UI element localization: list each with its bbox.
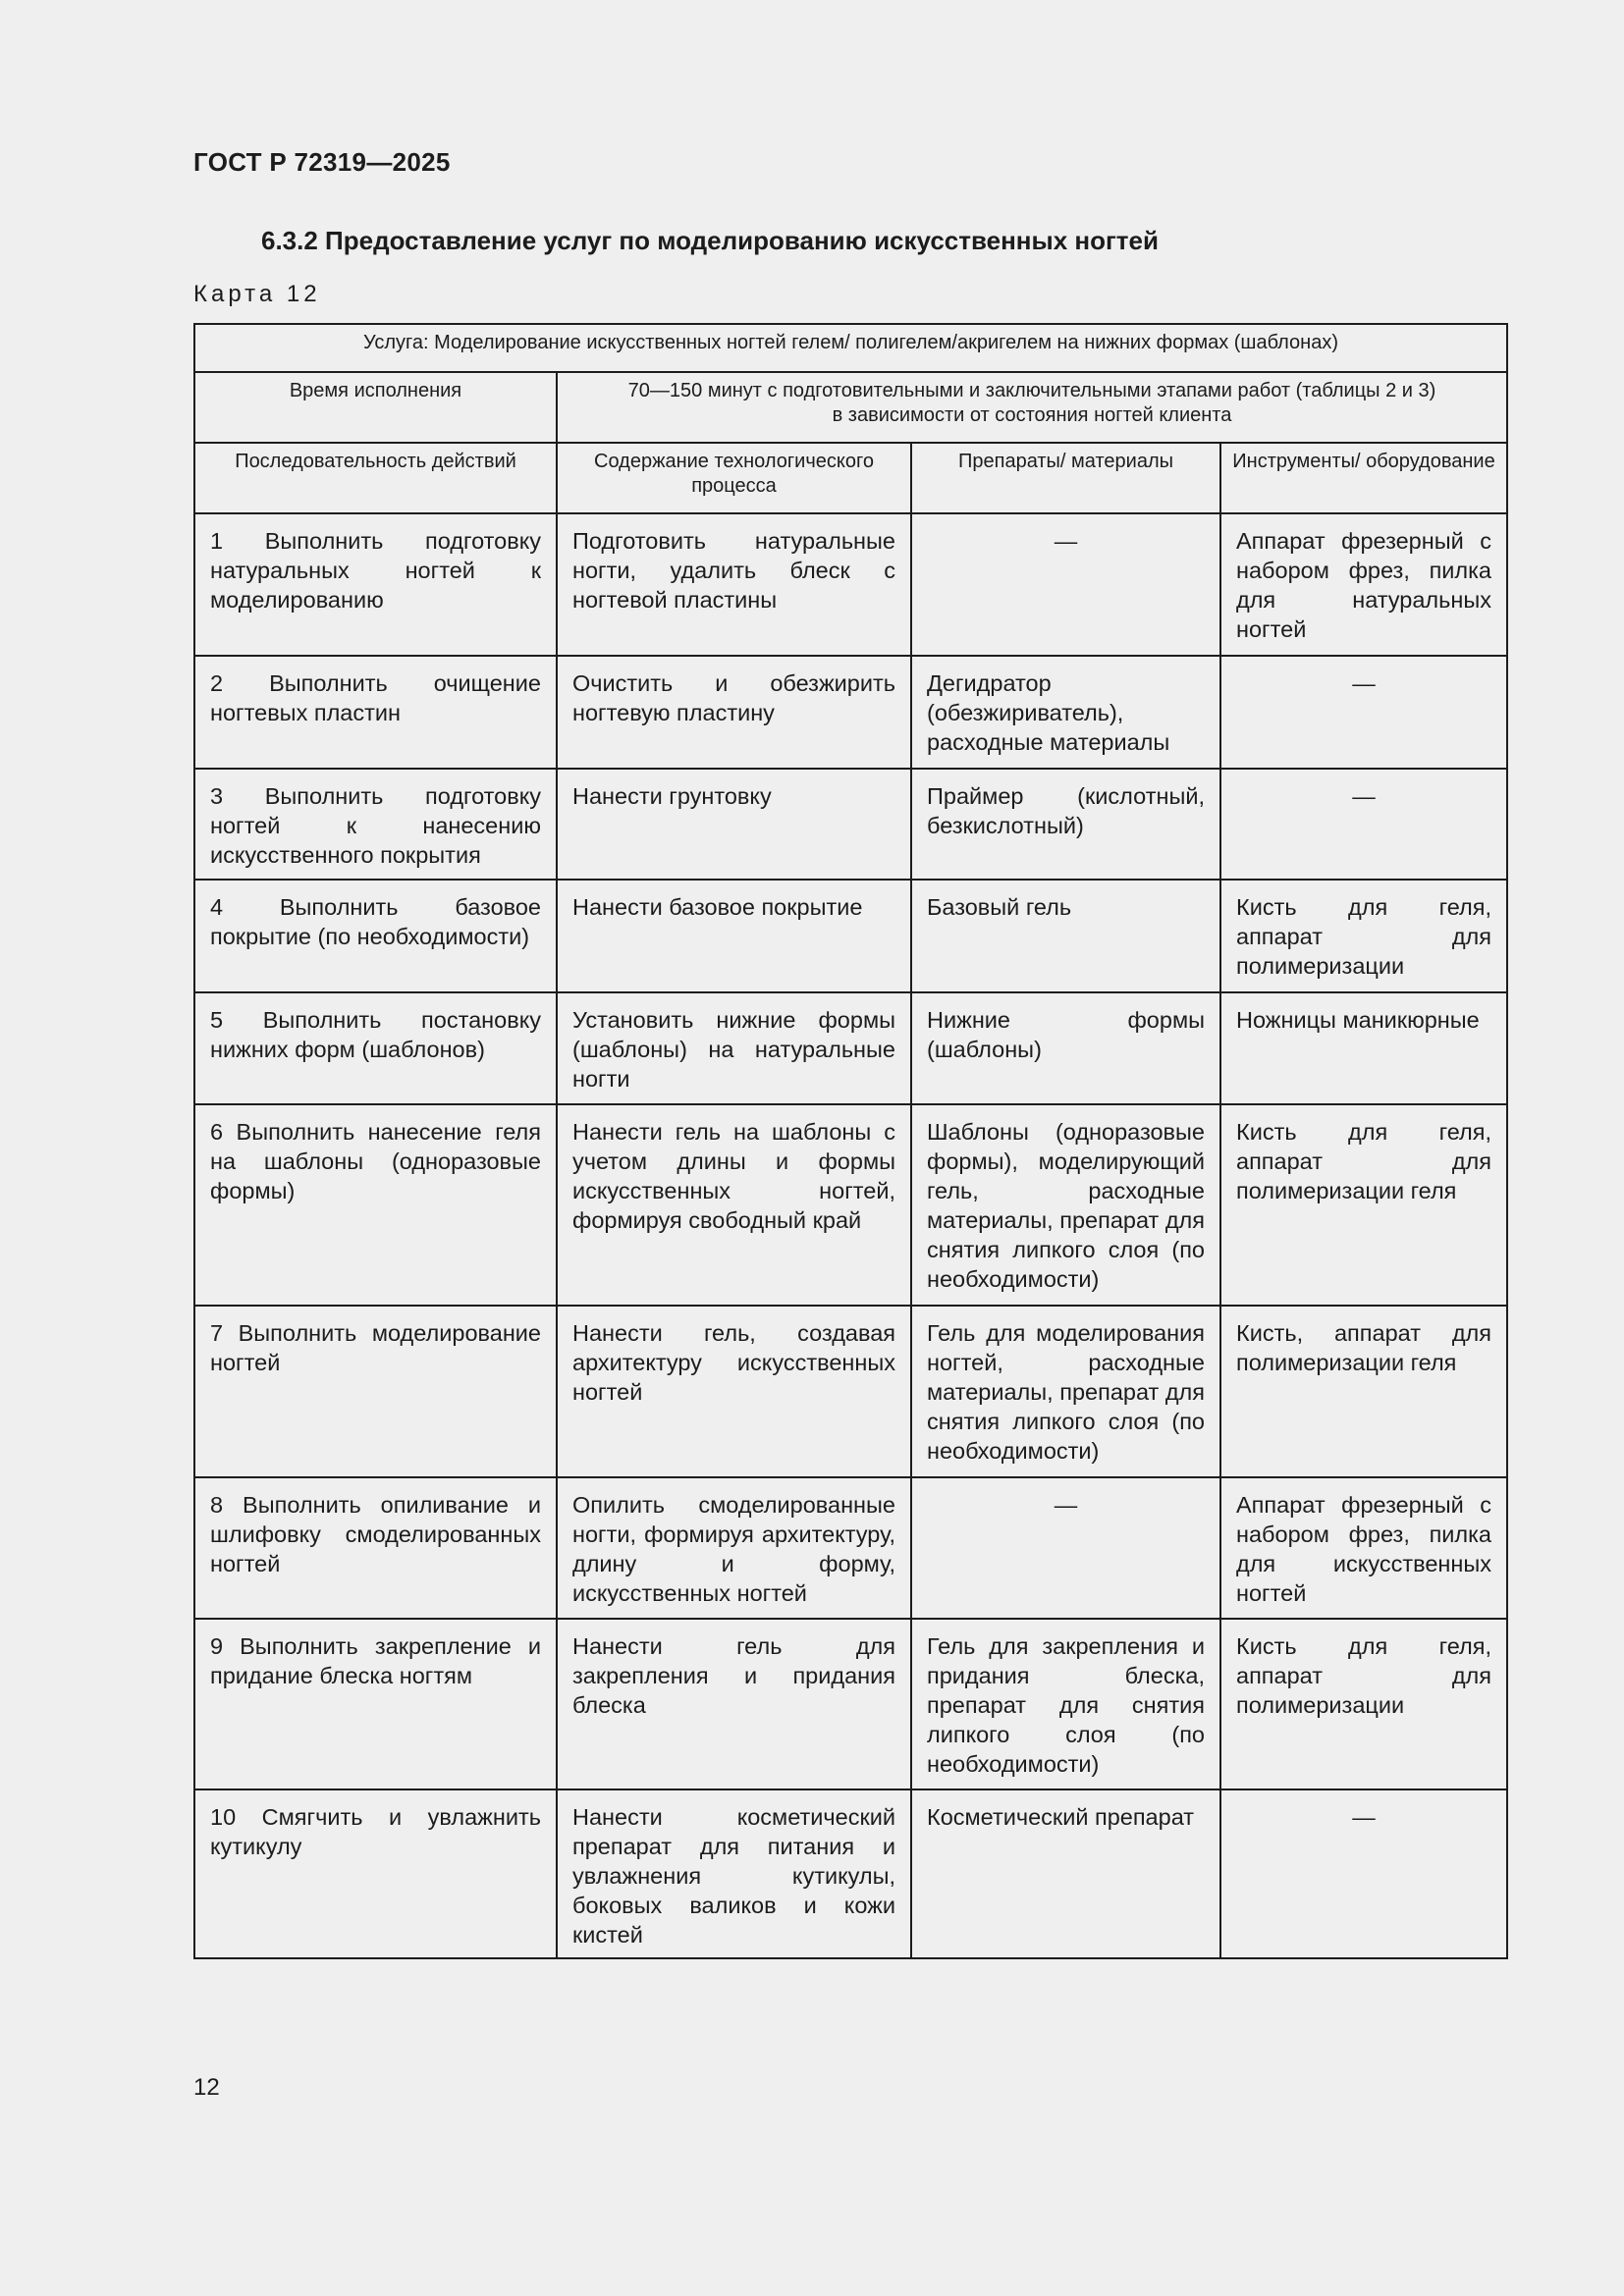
table-cell: 3 Выполнить подготовку ногтей к нанесению искусственного покрытия xyxy=(194,769,557,880)
technology-card-table xyxy=(193,323,1508,1959)
table-cell: Опилить смоделированные ногти, формируя архитектуру, длину и форму, искусственных ногтей xyxy=(557,1477,911,1619)
time-value-line: в зависимости от состояния ногтей клиента xyxy=(832,404,1232,426)
table-cell: Кисть для геля, аппарат для полимеризации xyxy=(1220,880,1507,992)
table-row xyxy=(194,1619,1507,1789)
section-title: 6.3.2 Предоставление услуг по моделированию искусственных ногтей xyxy=(261,226,1159,255)
table-cell: Нанести грунтовку xyxy=(557,769,911,880)
table-cell: Аппарат фрезерный с набором фрез, пилка для искусственных ногтей xyxy=(1220,1477,1507,1619)
table-cell: Нижние формы (шаблоны) xyxy=(911,992,1220,1104)
service-cell: Услуга: Моделирование искусственных ногтей гелем/ полигелем/акригелем на нижних формах (шаблонах) xyxy=(194,324,1507,372)
table-cell: — xyxy=(1220,769,1507,880)
table-cell: Базовый гель xyxy=(911,880,1220,992)
table-cell: — xyxy=(911,513,1220,656)
table-cell: 7 Выполнить моделирование ногтей xyxy=(194,1306,557,1477)
table-cell: 4 Выполнить базовое покрытие (по необходимости) xyxy=(194,880,557,992)
time-value-cell xyxy=(557,372,1507,443)
column-header: Последовательность действий xyxy=(194,443,557,513)
time-row xyxy=(194,372,1507,443)
table-cell: Аппарат фрезерный с набором фрез, пилка для натуральных ногтей xyxy=(1220,513,1507,656)
table-cell: Нанести базовое покрытие xyxy=(557,880,911,992)
table-cell: 10 Смягчить и увлажнить кутикулу xyxy=(194,1789,557,1958)
table-cell: 1 Выполнить подготовку натуральных ногтей к моделированию xyxy=(194,513,557,656)
table-row xyxy=(194,880,1507,992)
table-cell: Кисть для геля, аппарат для полимеризации xyxy=(1220,1619,1507,1789)
document-code: ГОСТ Р 72319—2025 xyxy=(193,147,451,177)
table-cell: — xyxy=(911,1477,1220,1619)
column-header-row xyxy=(194,443,1507,513)
table-cell: Подготовить натуральные ногти, удалить блеск с ногтевой пластины xyxy=(557,513,911,656)
table-cell: Нанести гель на шаблоны с учетом длины и формы искусственных ногтей, формируя свободный край xyxy=(557,1104,911,1306)
table-cell: 2 Выполнить очищение ногтевых пластин xyxy=(194,656,557,769)
time-value-line: 70—150 минут с подготовительными и заключительными этапами работ (таблицы 2 и 3) xyxy=(627,380,1436,401)
table-cell: Кисть, аппарат для полимеризации геля xyxy=(1220,1306,1507,1477)
table-cell: Кисть для геля, аппарат для полимеризации геля xyxy=(1220,1104,1507,1306)
table-row xyxy=(194,1477,1507,1619)
table-cell: 8 Выполнить опиливание и шлифовку смоделированных ногтей xyxy=(194,1477,557,1619)
table-cell: Шаблоны (одноразовые формы), моделирующий гель, расходные материалы, препарат для снятия липкого слоя (по необходимости) xyxy=(911,1104,1220,1306)
table-row xyxy=(194,992,1507,1104)
table-cell: — xyxy=(1220,1789,1507,1958)
page-number: 12 xyxy=(193,2074,220,2101)
table-cell: 6 Выполнить нанесение геля на шаблоны (одноразовые формы) xyxy=(194,1104,557,1306)
table-cell: Гель для закрепления и придания блеска, препарат для снятия липкого слоя (по необходимости) xyxy=(911,1619,1220,1789)
table-row xyxy=(194,1306,1507,1477)
table-cell: 9 Выполнить закрепление и придание блеска ногтям xyxy=(194,1619,557,1789)
column-header: Содержание технологического процесса xyxy=(557,443,911,513)
table-row xyxy=(194,769,1507,880)
table-cell: — xyxy=(1220,656,1507,769)
service-row xyxy=(194,324,1507,372)
table-cell: Нанести гель для закрепления и придания блеска xyxy=(557,1619,911,1789)
table-row xyxy=(194,1789,1507,1958)
table-cell: Нанести косметический препарат для питания и увлажнения кутикулы, боковых валиков и кожи кистей xyxy=(557,1789,911,1958)
table-cell: Праймер (кислотный, безкислотный) xyxy=(911,769,1220,880)
table-cell: Гель для моделирования ногтей, расходные материалы, препарат для снятия липкого слоя (по необходимости) xyxy=(911,1306,1220,1477)
table-cell: 5 Выполнить постановку нижних форм (шаблонов) xyxy=(194,992,557,1104)
table-cell: Косметический препарат xyxy=(911,1789,1220,1958)
column-header: Инструменты/ оборудование xyxy=(1220,443,1507,513)
table-cell: Установить нижние формы (шаблоны) на натуральные ногти xyxy=(557,992,911,1104)
table-cell: Ножницы маникюрные xyxy=(1220,992,1507,1104)
table-row xyxy=(194,1104,1507,1306)
table-row xyxy=(194,656,1507,769)
table-cell: Дегидратор (обезжириватель), расходные материалы xyxy=(911,656,1220,769)
card-label: Карта 12 xyxy=(193,281,321,307)
table-cell: Нанести гель, создавая архитектуру искусственных ногтей xyxy=(557,1306,911,1477)
time-label-cell: Время исполнения xyxy=(194,372,557,443)
table-cell: Очистить и обезжирить ногтевую пластину xyxy=(557,656,911,769)
column-header: Препараты/ материалы xyxy=(911,443,1220,513)
table-row xyxy=(194,513,1507,656)
